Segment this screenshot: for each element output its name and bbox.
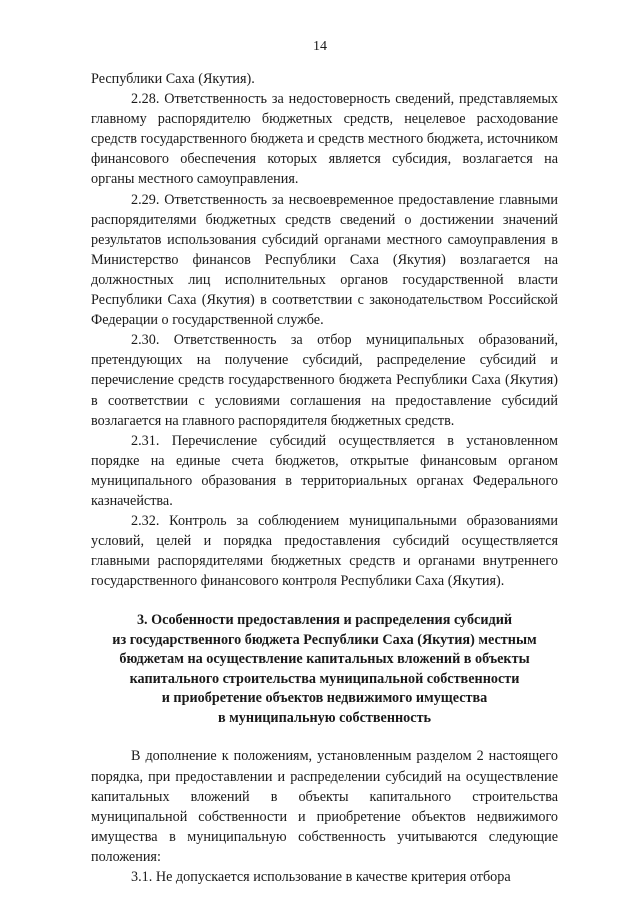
paragraph-2-30: 2.30. Ответственность за отбор муниципальных образований, претендующих на получение субсидий, распределение субсидий и перечисление средств государственного бюджета Республики Саха (Якутия) в соответствии с условиями соглашения на предоставление субсидий возлагается на главного распорядителя бюджетных средств. (91, 332, 558, 429)
paragraph-2-28: 2.28. Ответственность за недостоверность сведений, представляемых главному распорядителю бюджетных средств, нецелевое расходование средств государственного бюджета и средств местного бюджета, источником финансового обеспечения которых является субсидия, возлагается на органы местного самоуправления. (91, 91, 558, 188)
paragraph-2-32: 2.32. Контроль за соблюдением муниципальными образованиями условий, целей и порядка предоставления субсидий осуществляется главными распорядителями бюджетных средств и органами внутреннего государственного финансового контроля Республики Саха (Якутия). (91, 513, 558, 590)
paragraph-3-1: 3.1. Не допускается использование в качестве критерия отбора (131, 869, 511, 885)
section-heading-line: капитального строительства муниципальной собственности (129, 670, 520, 687)
paragraph-continuation: Республики Саха (Якутия). (91, 71, 255, 87)
document-body (91, 69, 558, 887)
section-heading-line: и приобретение объектов недвижимого имущества (161, 690, 488, 707)
paragraph-2-29: 2.29. Ответственность за несвоевременное предоставление главными распорядителями бюджетных средств сведений о достижении значений результатов использования субсидий органами местного самоуправления в Министерство финансов Республики Саха (Якутия) возлагается на должностных лиц исполнительных органов государственной власти Республики Саха (Якутия) в соответствии с законодательством Российской Федерации о государственной службе. (91, 191, 558, 329)
section-heading-line: 3. Особенности предоставления и распределения субсидий (136, 612, 513, 629)
paragraph-2-31: 2.31. Перечисление субсидий осуществляется в установленном порядке на единые счета бюджетов, открытые финансовым органом муниципального образования в территориальных органах Федерального казначейства. (91, 432, 558, 509)
page-number: 14 (313, 39, 327, 54)
section-heading-line: из государственного бюджета Республики Саха (Якутия) местным (112, 631, 537, 648)
paragraph-section-3-intro: В дополнение к положениям, установленным разделом 2 настоящего порядка, при предоставлении и распределении субсидий на осуществление капитальных вложений в объекты капитального строительства муниципальной собственности и приобретение объектов недвижимого имущества в муниципальную собственность учитываются следующие положения: (91, 748, 558, 865)
section-heading-line: в муниципальную собственность (217, 709, 432, 726)
section-3-heading (91, 611, 558, 728)
section-heading-line: бюджетам на осуществление капитальных вложений в объекты (119, 651, 530, 668)
